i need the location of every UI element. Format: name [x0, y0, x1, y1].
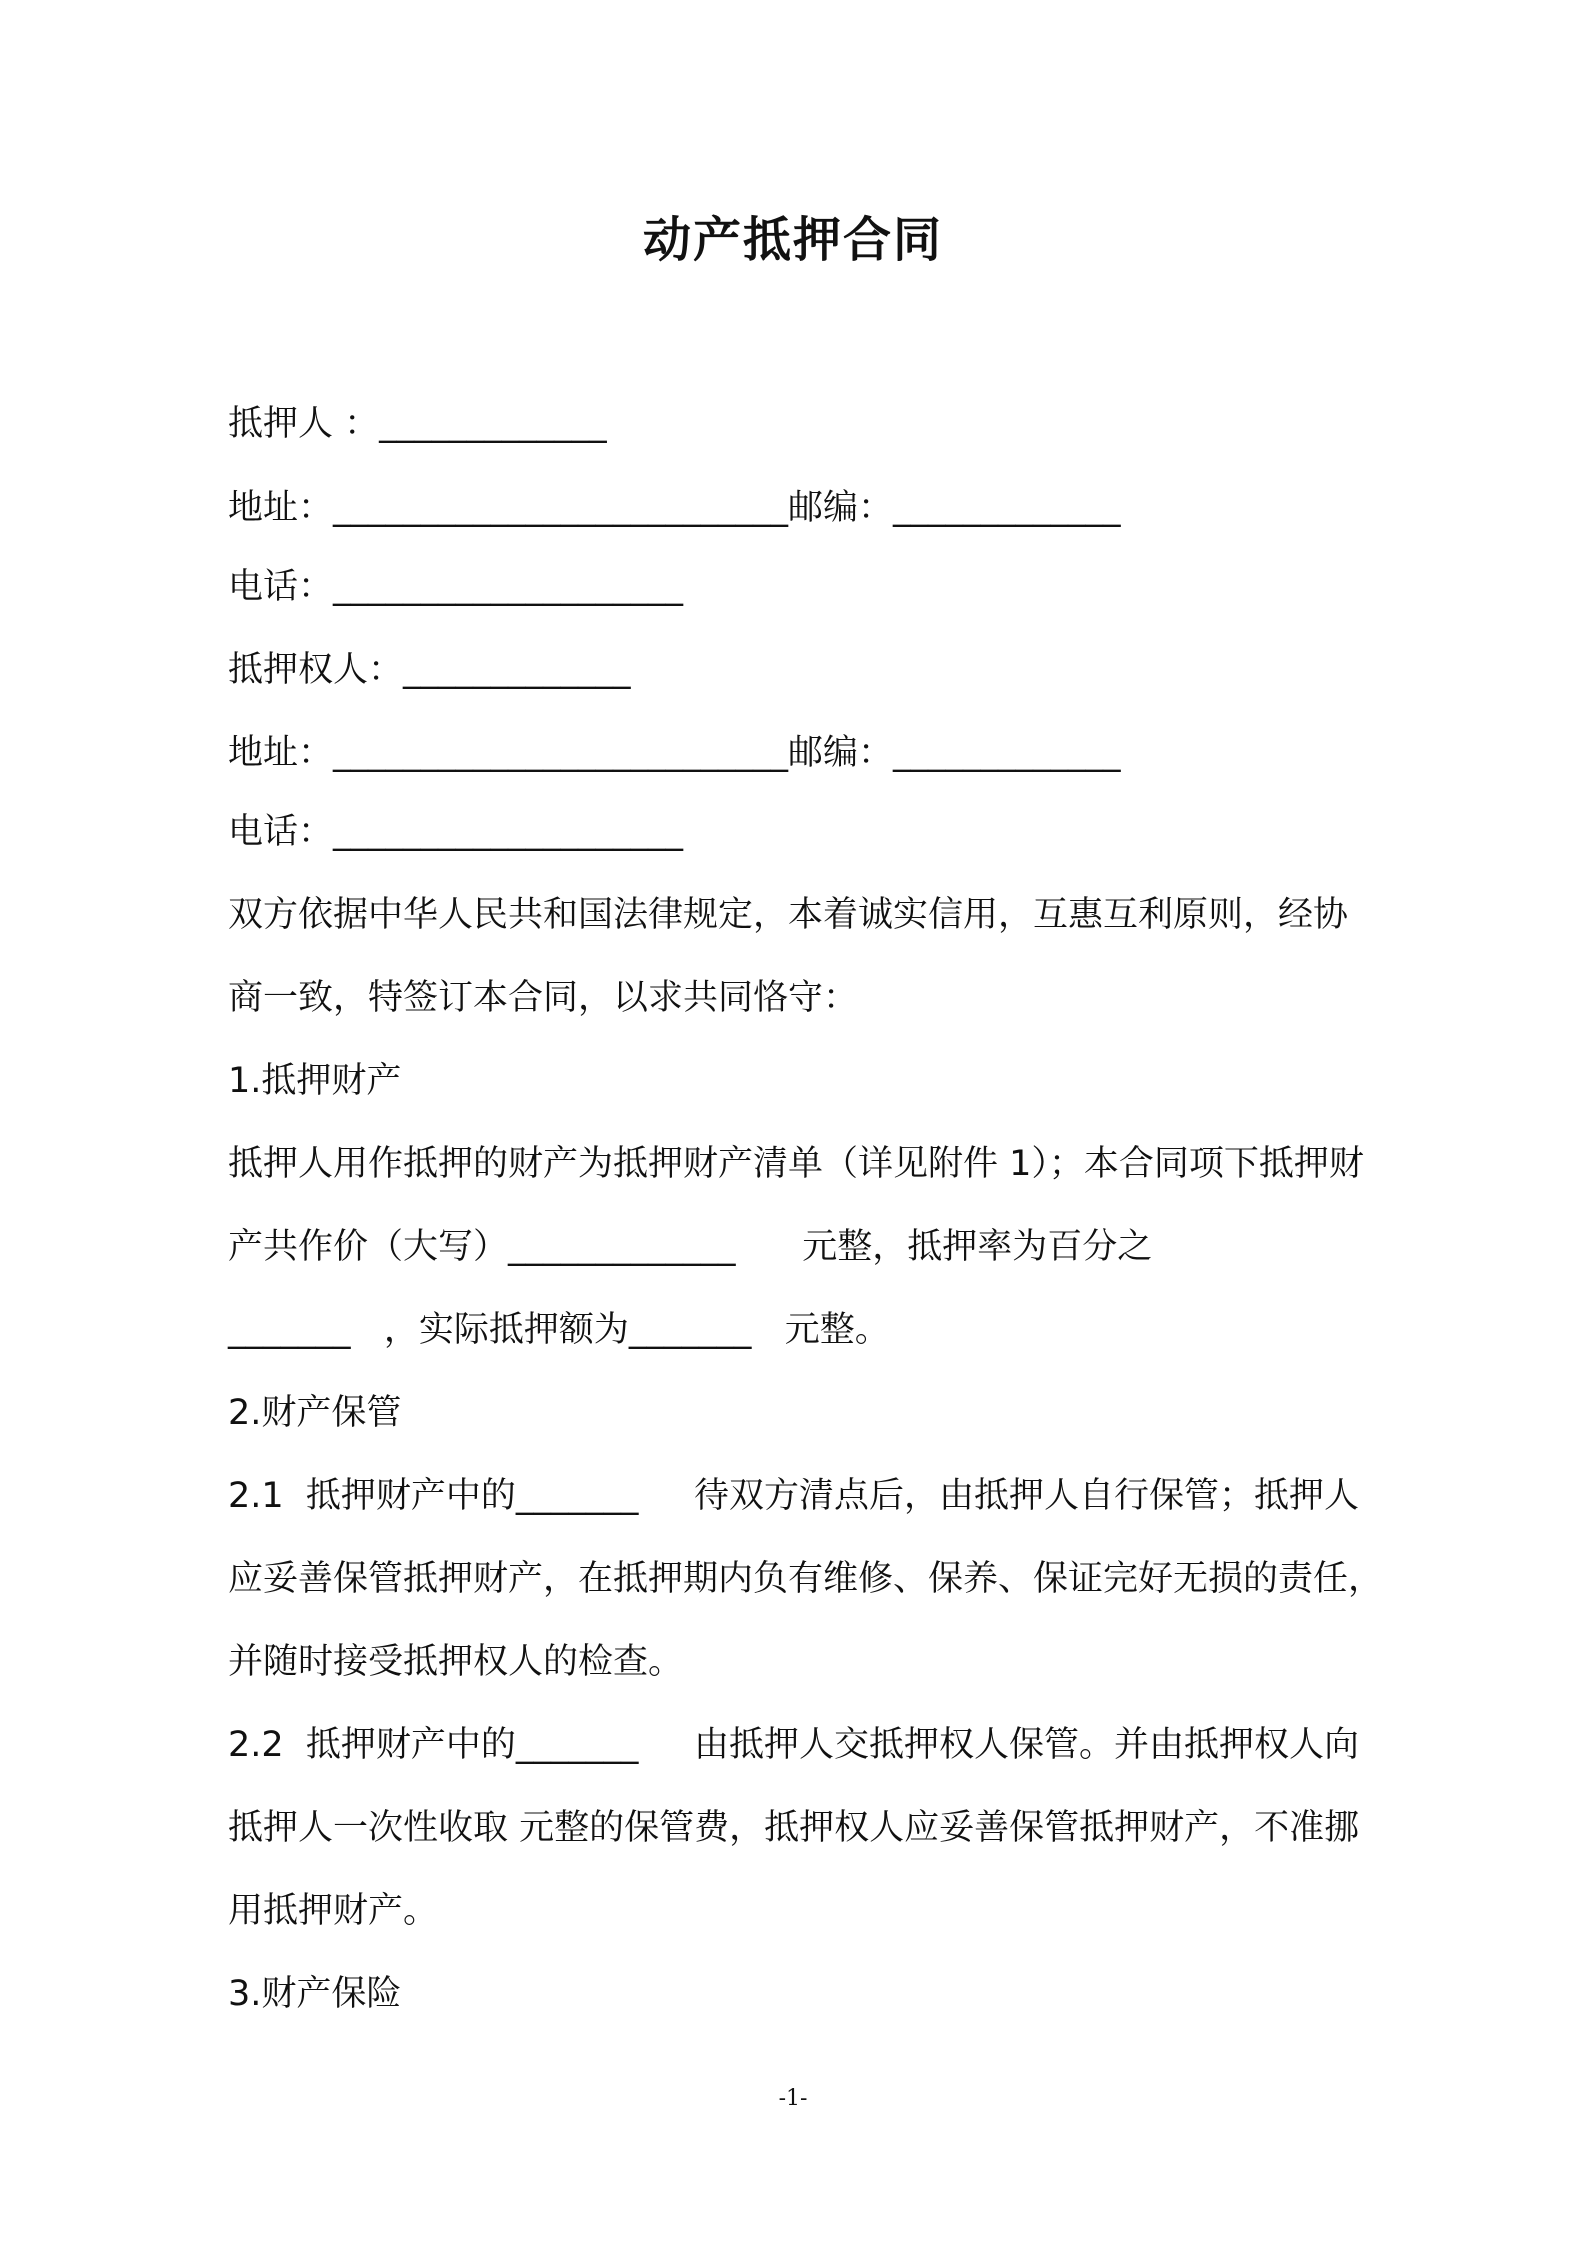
paragraph-line: _______ ，实际抵押额为_______ 元整。 [228, 1310, 890, 1350]
document-title: 动产抵押合同 [642, 212, 943, 268]
page-number: -1- [778, 2086, 808, 2111]
paragraph-line: 产共作价（大写）_____________ 元整，抵押率为百分之 [228, 1227, 1153, 1267]
section-heading-2: 2.财产保管 [228, 1393, 402, 1433]
section-heading-1: 1.抵押财产 [228, 1061, 402, 1101]
mortgagor-phone-field: 电话：____________________ [228, 567, 684, 607]
paragraph-line: 并随时接受抵押权人的检查。 [228, 1642, 684, 1682]
section-heading-3: 3.财产保险 [228, 1974, 402, 2014]
mortgagee-phone-field: 电话：____________________ [228, 812, 684, 852]
mortgagor-address-field: 地址：__________________________邮编：_____________ [228, 488, 1121, 528]
paragraph-line: 2.2 抵押财产中的_______ 由抵押人交抵押权人保管。并由抵押权人向 [228, 1725, 1360, 1765]
paragraph-line: 2.1 抵押财产中的_______ 待双方清点后，由抵押人自行保管；抵押人 [228, 1476, 1360, 1516]
paragraph-line: 抵押人用作抵押的财产为抵押财产清单（详见附件 1）；本合同项下抵押财 [228, 1144, 1364, 1184]
mortgagor-field: 抵押人 ：_____________ [228, 404, 607, 444]
preamble-line-2: 商一致，特签订本合同，以求共同恪守： [228, 978, 859, 1018]
mortgagee-field: 抵押权人：_____________ [228, 650, 631, 690]
paragraph-line: 用抵押财产。 [228, 1891, 439, 1931]
preamble-line-1: 双方依据中华人民共和国法律规定，本着诚实信用，互惠互利原则，经协 [228, 895, 1349, 935]
paragraph-line: 抵押人一次性收取 元整的保管费，抵押权人应妥善保管抵押财产，不准挪 [228, 1808, 1360, 1848]
mortgagee-address-field: 地址：__________________________邮编：_____________ [228, 733, 1121, 773]
paragraph-line: 应妥善保管抵押财产，在抵押期内负有维修、保养、保证完好无损的责任， [228, 1559, 1384, 1599]
